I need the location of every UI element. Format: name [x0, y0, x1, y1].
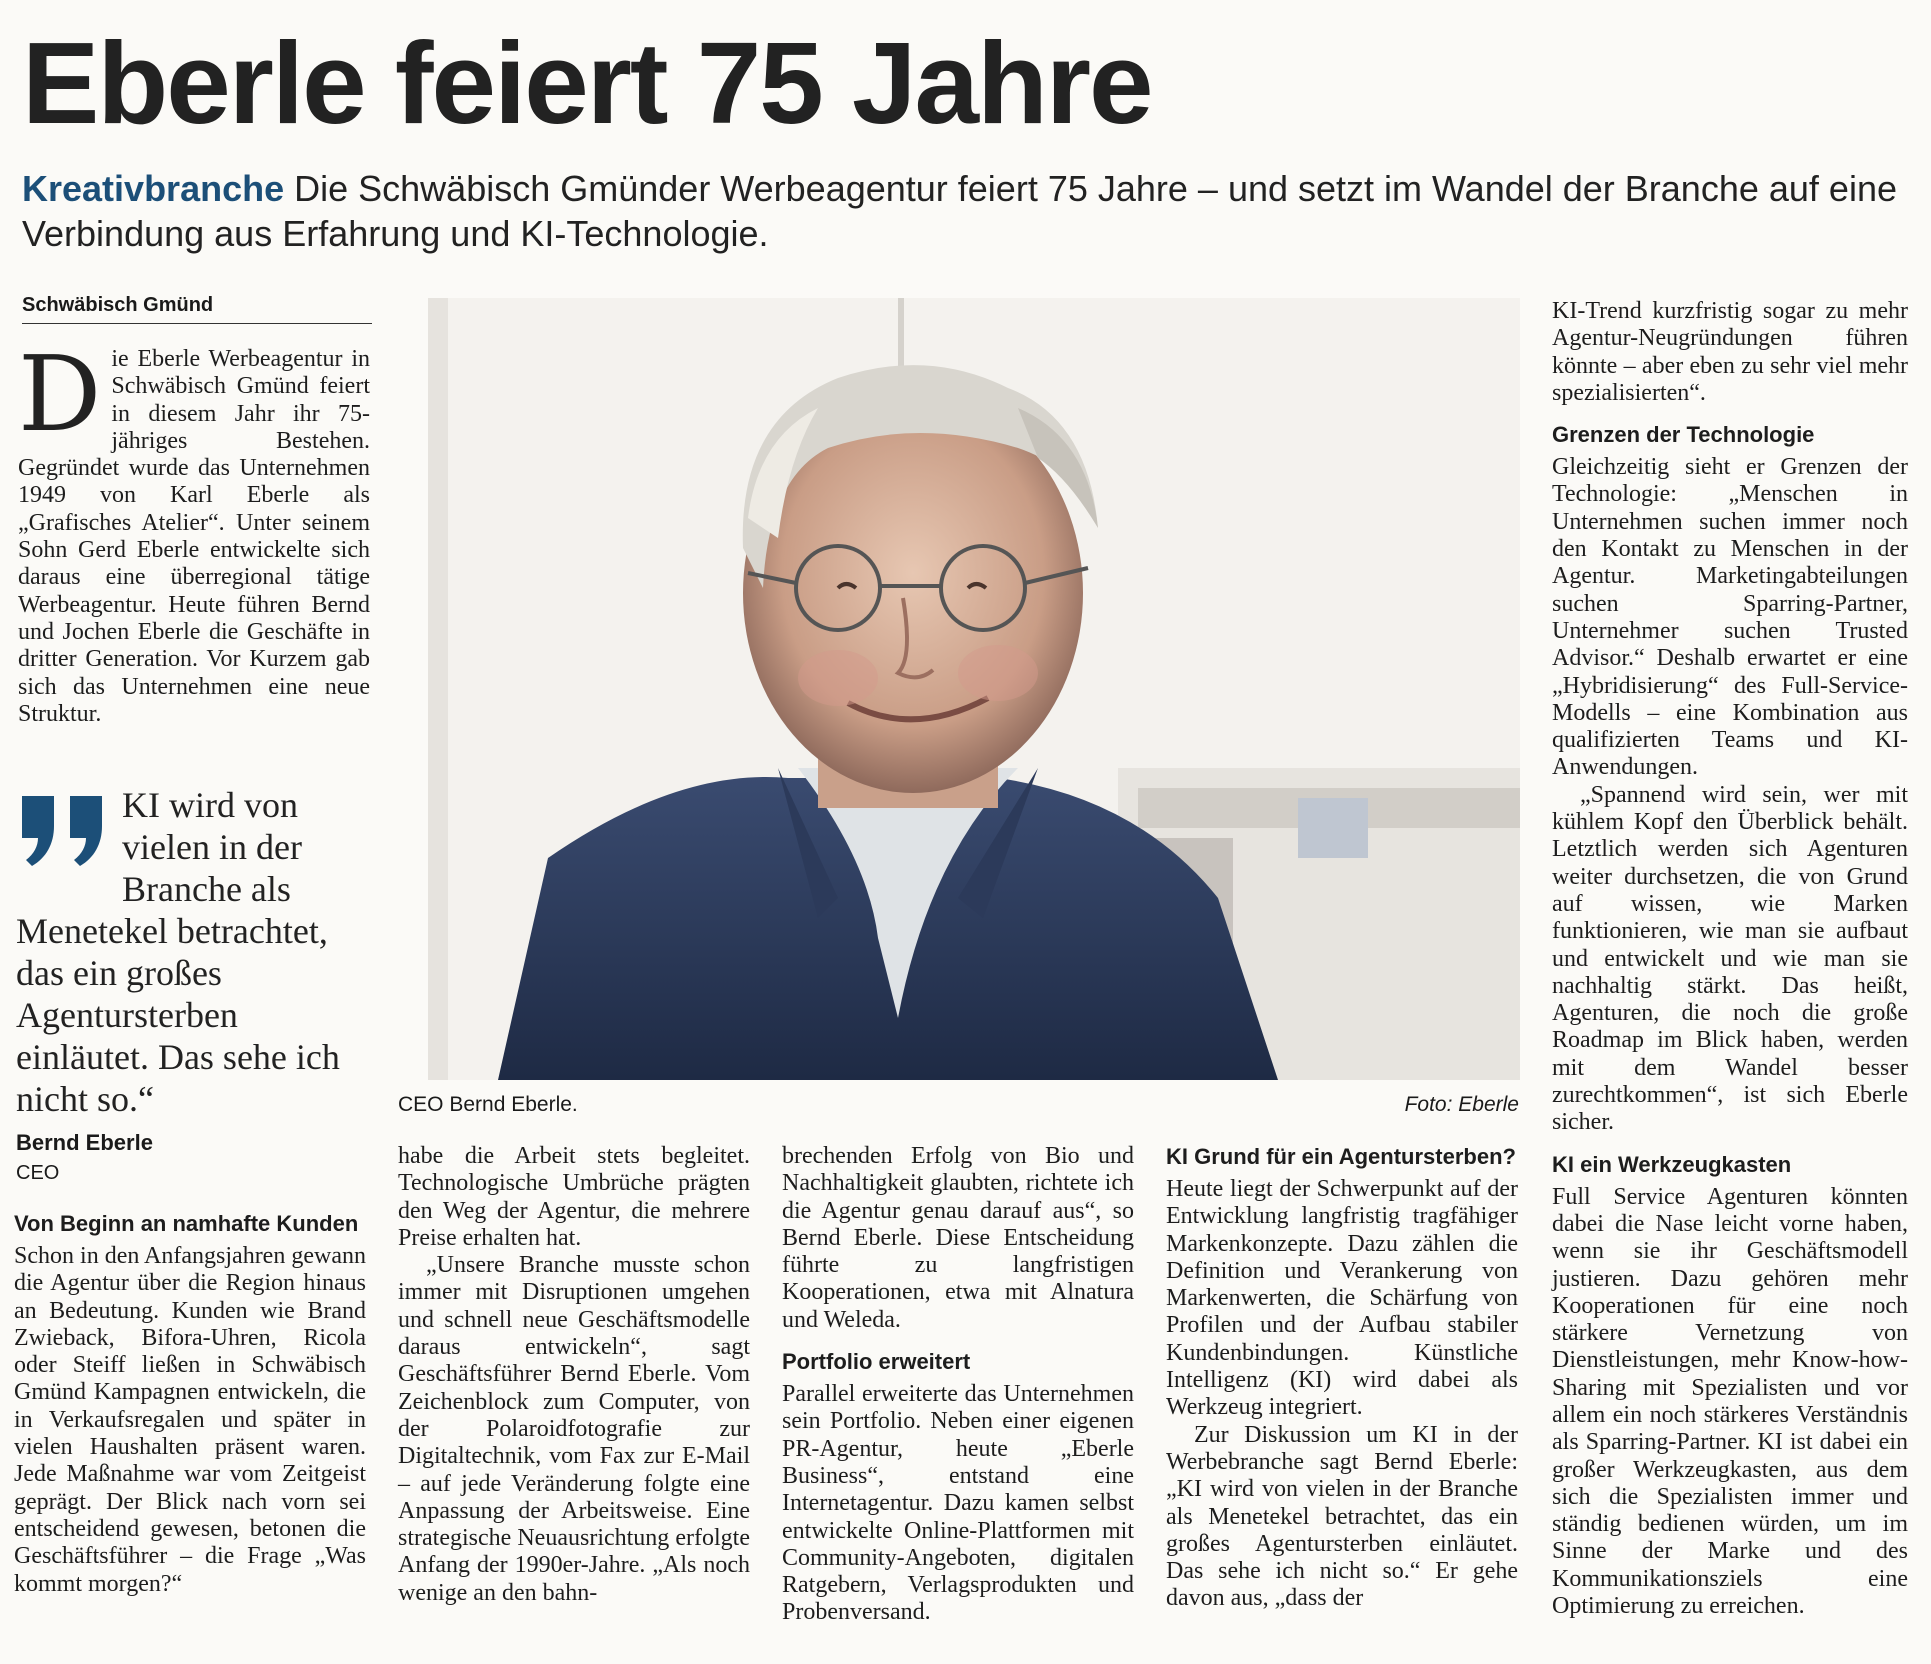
- pull-quote: [16, 784, 366, 1120]
- intro-column: [18, 333, 370, 728]
- column-4-heading: KI Grund für ein Agentursterben?: [1166, 1144, 1516, 1169]
- quote-author: Bernd Eberle: [16, 1130, 153, 1155]
- column-5-text-3: „Spannend wird sein, wer mit kühlem Kopf den Überblick behält. Letztlich werden sich Agenturen weiter durchsetzen, die von Grund auf wissen, wie Marken funktionieren, wie man sie aufbaut und entwickelt und wie man sie nachhaltig stärkt. Das heißt, Agenturen, die noch die große Roadmap im Blick haben, werden mit dem Wandel besser zurechtkommen“, ist sich Eberle sicher.: [1552, 781, 1908, 1136]
- portrait-illustration: [398, 298, 1520, 1080]
- drop-cap: D: [18, 333, 102, 455]
- column-5-text-4: Full Service Agenturen könnten dabei die Nase leicht vorne haben, wenn sie ihr Geschäftsmodell justieren. Dazu gehören mehr Kooperationen für eine noch stärkere Vernetzung von Dienstleistungen, mehr Know-how-Sharing mit Spezialisten und vor allem ein noch stärkeres Verständnis als Sparring-Partner. KI ist dabei ein großer Werkzeugkasten, aus dem sich die Spezialisten immer und ständig bedienen würden, um im Sinne der Marke und des Kommunikationsziels eine Optimierung zu erreichen.: [1552, 1183, 1908, 1620]
- column-3-heading: Portfolio erweitert: [782, 1349, 971, 1375]
- column-5-heading-1: Grenzen der Technologie: [1552, 422, 1815, 448]
- column-4: [1166, 1143, 1518, 1613]
- column-1-text: Schon in den Anfangsjahren gewann die Agentur über die Region hinaus an Bedeutung. Kunden wie Brand Zwieback, Bifora-Uhren, Ricola oder Steiff ließen in Schwäbisch Gmünd Kampagnen entwickeln, die in Verkaufsregalen und später in vielen Haushalten präsent waren. Jede Maßnahme war vom Zeitgeist geprägt. Der Blick nach vorn sei entscheidend gewesen, betonen die Geschäftsführer – die Frage „Was kommt morgen?“: [14, 1243, 366, 1597]
- lead-text: Die Schwäbisch Gmünder Werbeagentur feiert 75 Jahre – und setzt im Wandel der Branche auf eine Verbindung aus Erfahrung und KI-Technologie.: [22, 168, 1897, 254]
- lead-paragraph: [22, 166, 1902, 256]
- lead-kicker: Kreativbranche: [22, 168, 285, 209]
- column-3: [782, 1143, 1134, 1627]
- portrait-photo: [398, 298, 1520, 1080]
- column-4-text-1: Heute liegt der Schwerpunkt auf der Entwicklung langfristig tragfähiger Markenkonzepte. Dazu zählen die Definition und Verankerung von Markenwerten, die Schärfung von Profilen und der Aufbau stabiler Kundenbindungen. Künstliche Intelligenz (KI) wird dabei als Werkzeug integriert.: [1166, 1176, 1518, 1421]
- column-3-text-2: Parallel erweiterte das Unternehmen sein Portfolio. Neben einer eigenen PR-Agentur, heute „Eberle Business“, entstand eine Internetagentur. Dazu kamen selbst entwickelte Online-Plattformen mit Community-Angeboten, digitalen Ratgebern, Verlagsprodukten und Probenversand.: [782, 1381, 1134, 1626]
- column-3-text-1: brechenden Erfolg von Bio und Nachhaltigkeit glaubten, richtete ich die Agentur genau darauf aus“, so Bernd Eberle. Diese Entscheidung führte zu langfristigen Kooperationen, etwa mit Alnatura und Weleda.: [782, 1143, 1134, 1333]
- column-1-heading: Von Beginn an namhafte Kunden: [14, 1211, 359, 1236]
- intro-text: ie Eberle Werbeagentur in Schwäbisch Gmünd feiert in diesem Jahr ihr 75-jähriges Bestehen. Gegründet wurde das Unternehmen 1949 von Karl Eberle als „Grafisches Atelier“. Unter seinem Sohn Gerd Eberle entwickelte sich daraus eine überregional tätige Werbeagentur. Heute führen Bernd und Jochen Eberle die Geschäfte in dritter Generation. Vor Kurzem gab sich das Unternehmen eine neue Struktur.: [18, 346, 370, 727]
- column-2-text-1: habe die Arbeit stets begleitet. Technologische Umbrüche prägten den Weg der Agentur, die mehrere Preise erhalten hat.: [398, 1143, 750, 1251]
- column-1: [14, 1210, 366, 1598]
- column-5-text-1: KI-Trend kurzfristig sogar zu mehr Agentur-Neugründungen führen könnte – aber eben zu sehr viel mehr spezialisierten“.: [1552, 298, 1908, 406]
- column-4-text-2: Zur Diskussion um KI in der Werbebranche sagt Bernd Eberle: „KI wird von vielen in der Branche als Menetekel betrachtet, das ein großes Agentursterben einläutet. Das sehe ich nicht so.“ Er gehe davon aus, „dass der: [1166, 1421, 1518, 1612]
- headline: Eberle feiert 75 Jahre: [22, 18, 1152, 148]
- column-2: [398, 1143, 750, 1607]
- photo-caption: CEO Bernd Eberle.: [398, 1093, 578, 1116]
- column-5-text-2: Gleichzeitig sieht er Grenzen der Technologie: „Menschen in Unternehmen suchen immer noch den Kontakt zu Menschen in der Agentur. Marketingabteilungen suchen Sparring-Partner, Unternehmer suchen Trusted Advisor.“ Deshalb erwartet er eine „Hybridisierung“ des Full-Service-Modells – eine Kombination aus qualifizierten Teams und KI-Anwendungen.: [1552, 454, 1908, 781]
- quote-author-role: CEO: [16, 1162, 60, 1184]
- pull-quote-text: KI wird von vielen in der Branche als Menetekel betrachtet, das ein großes Agentursterben einläutet. Das sehe ich nicht so.“: [16, 785, 340, 1119]
- photo-credit: Foto: Eberle: [1404, 1093, 1519, 1116]
- quote-mark-icon: [16, 788, 112, 874]
- column-5-heading-2: KI ein Werkzeugkasten: [1552, 1151, 1792, 1177]
- column-5: [1552, 298, 1908, 1620]
- dateline: Schwäbisch Gmünd: [22, 294, 372, 324]
- column-2-text-2: „Unsere Branche musste schon immer mit Disruptionen umgehen und schnell neue Geschäftsmodelle daraus entwickeln“, sagt Geschäftsführer Bernd Eberle. Vom Zeichenblock zum Computer, von der Polaroidfotografie zur Digitaltechnik, vom Fax zur E-Mail – auf jede Veränderung folgte eine Anpassung der Arbeitsweise. Eine strategische Neuausrichtung erfolgte Anfang der 1990er-Jahre. „Als noch wenige an den bahn-: [398, 1252, 750, 1606]
